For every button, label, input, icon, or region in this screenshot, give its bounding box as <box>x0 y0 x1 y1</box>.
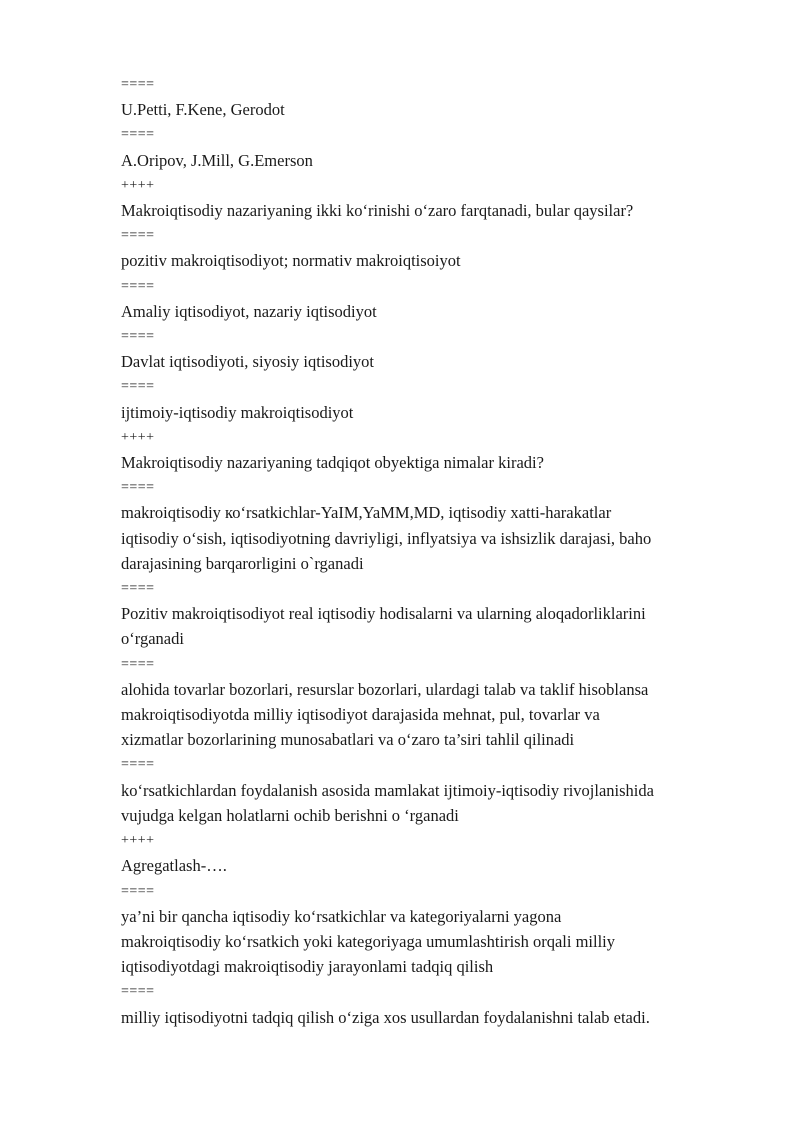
document-body <box>121 72 741 1030</box>
separator-plus: ++++ <box>121 177 155 193</box>
answer-option: makroiqtisodiy ко‘rsatkichlar-YaIM,YaMM,MD, iqtisodiy xatti-harakatlar <box>121 503 612 523</box>
separator-equals: ==== <box>121 228 155 244</box>
answer-option: Amaliy iqtisodiyot, nazariy iqtisodiyot <box>121 301 377 321</box>
answer-option: Davlat iqtisodiyoti, siyosiy iqtisodiyot <box>121 352 375 372</box>
separator-equals: ==== <box>121 984 155 1000</box>
answer-option-continued: o‘rganadi <box>121 629 184 649</box>
answer-option-continued: vujudga kelgan holatlarni ochib berishni o ‘rganadi <box>121 805 459 825</box>
separator-equals: ==== <box>121 480 155 496</box>
answer-option-continued: iqtisodiy o‘sish, iqtisodiyotning davriyligi, inflyatsiya va ishsizlik darajasi, baho <box>121 528 652 548</box>
answer-option: ya’ni bir qancha iqtisodiy ko‘rsatkichlar va kategoriyalarni yagona <box>121 906 562 926</box>
question-text: Makroiqtisodiy nazariyaning ikki ko‘rinishi o‘zaro farqtanadi, bular qaysilar? <box>121 201 634 221</box>
question-text: Makroiqtisodiy nazariyaning tadqiqot obyektiga nimalar kiradi? <box>121 453 544 473</box>
answer-option-continued: iqtisodiyotdagi makroiqtisodiy jarayonlami tadqiq qilish <box>121 957 494 977</box>
answer-option-continued: xizmatlar bozorlarining munosabatlari va o‘zaro ta’siri tahlil qilinadi <box>121 730 575 750</box>
separator-equals: ==== <box>121 883 155 899</box>
separator-plus: ++++ <box>121 429 155 445</box>
separator-plus: ++++ <box>121 833 155 849</box>
answer-option: ko‘rsatkichlardan foydalanish asosida mamlakat ijtimoiy-iqtisodiy rivojlanishida <box>121 780 654 800</box>
separator-equals: ==== <box>121 329 155 345</box>
separator-equals: ==== <box>121 757 155 773</box>
answer-option: milliy iqtisodiyotni tadqiq qilish o‘ziga xos usullardan foydalanishni talab etadi. <box>121 1007 650 1027</box>
separator-equals: ==== <box>121 77 155 92</box>
separator-equals: ==== <box>121 278 155 294</box>
answer-option: pozitiv makroiqtisodiyot; normativ makroiqtisoiyot <box>121 251 461 271</box>
separator-equals: ==== <box>121 581 155 597</box>
separator-equals: ==== <box>121 127 155 143</box>
answer-option: A.Oripov, J.Mill, G.Emerson <box>121 150 313 170</box>
answer-option-continued: darajasining barqarorligini o`rganadi <box>121 553 364 573</box>
question-text: Agregatlash-…. <box>121 856 227 876</box>
separator-equals: ==== <box>121 379 155 395</box>
answer-option-continued: makroiqtisodiyotda milliy iqtisodiyot darajasida mehnat, pul, tovarlar va <box>121 705 600 725</box>
answer-option: Pozitiv makroiqtisodiyot real iqtisodiy hodisalarni va ularning aloqadorliklarini <box>121 604 646 624</box>
answer-option: alohida tovarlar bozorlari, resurslar bozorlari, ulardagi talab va taklif hisoblansa <box>121 679 649 699</box>
answer-option-continued: makroiqtisodiy ko‘rsatkich yoki kategoriyaga umumlashtirish orqali milliy <box>121 931 616 951</box>
answer-option: U.Petti, F.Kene, Gerodot <box>121 100 285 120</box>
answer-option: ijtimoiy-iqtisodiy makroiqtisodiyot <box>121 402 354 422</box>
separator-equals: ==== <box>121 656 155 672</box>
